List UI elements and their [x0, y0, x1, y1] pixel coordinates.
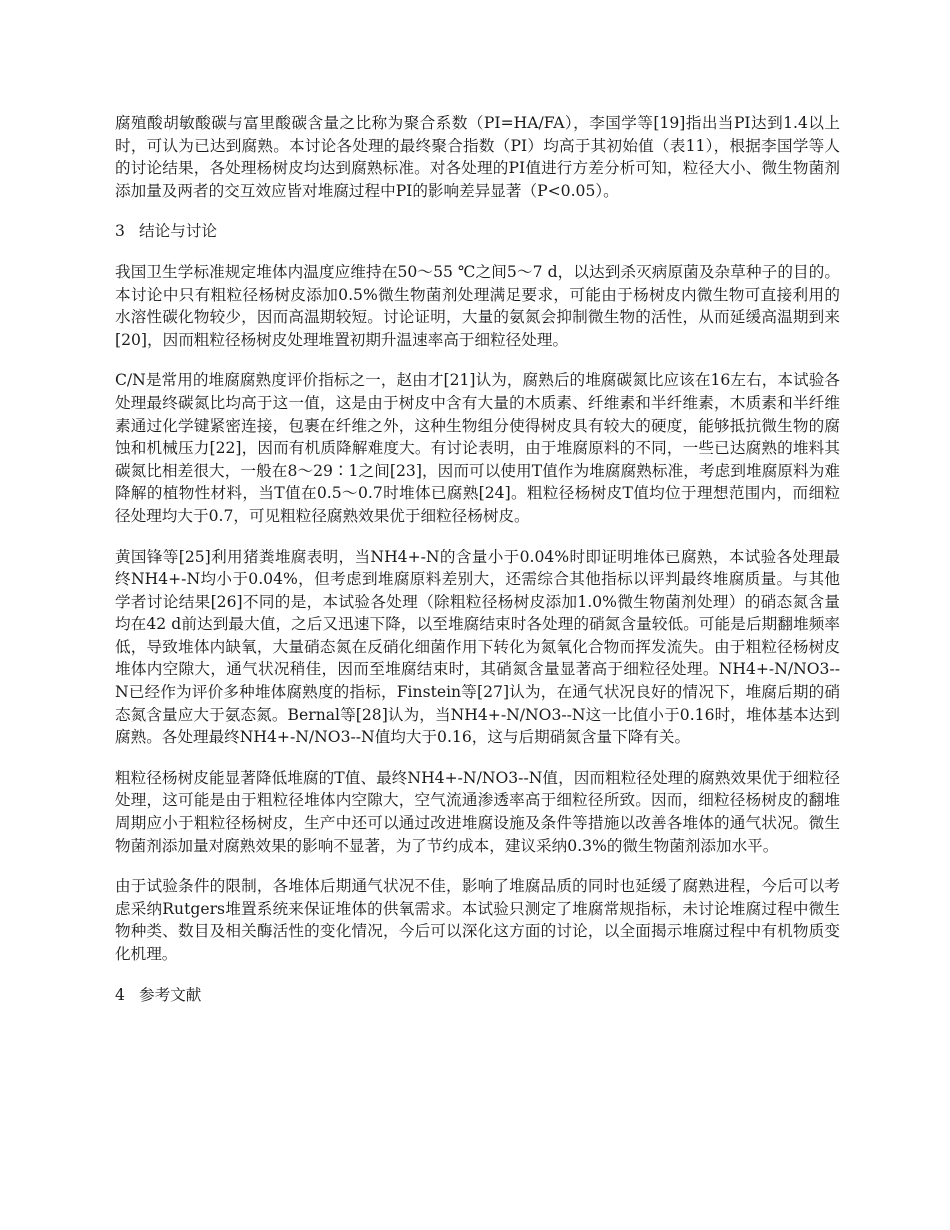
section-title: 结论与讨论: [139, 222, 217, 241]
section-heading-references: [115, 984, 840, 1007]
paragraph-cn-ratio: C/N是常用的堆腐腐熟度评价指标之一，赵由才[21]认为，腐熟后的堆腐碳氮比应该在16左右，本试验各处理最终碳氮比均高于这一值，这是由于树皮中含有大量的木质素、纤维素和半纤维素，木质素和半纤维素通过化学键紧密连接，包裹在纤维之外，这种生物组分使得树皮具有较大的硬度，能够抵抗微生物的腐蚀和机械压力[22]，因而有机质降解难度大。有讨论表明，由于堆腐原料的不同，一些已达腐熟的堆料其碳氮比相差很大，一般在8～29∶1之间[23]，因而可以使用T值作为堆腐腐熟标准，考虑到堆腐原料为难降解的植物性材料，当T值在0.5～0.7时堆体已腐熟[24]。粗粒径杨树皮T值均位于理想范围内，而细粒径处理均大于0.7，可见粗粒径腐熟效果优于细粒径杨树皮。: [115, 371, 840, 525]
paragraph-temperature: 我国卫生学标准规定堆体内温度应维持在50～55 ℃之间5～7 d，以达到杀灭病原菌及杂草种子的目的。本讨论中只有粗粒径杨树皮添加0.5%微生物菌剂处理满足要求，可能由于杨树皮内微生物可直接利用的水溶性碳化物较少，因而高温期较短。讨论证明，大量的氨氮会抑制微生物的活性，从而延缓高温期到来[20]，因而粗粒径杨树皮处理堆置初期升温速率高于细粒径处理。: [115, 262, 840, 349]
paragraph-limitations: 由于试验条件的限制，各堆体后期通气状况不佳，影响了堆腐品质的同时也延缓了腐熟进程，今后可以考虑采纳Rutgers堆置系统来保证堆体的供氧需求。本试验只测定了堆腐常规指标，未讨论堆腐过程中微生物种类、数目及相关酶活性的变化情况，今后可以深化这方面的讨论，以全面揭示堆腐过程中有机物质变化机理。: [115, 877, 840, 963]
paragraph-nitrogen: 黄国锋等[25]利用猪粪堆腐表明，当NH4+-N的含量小于0.04%时即证明堆体已腐熟，本试验各处理最终NH4+-N均小于0.04%，但考虑到堆腐原料差别大，还需综合其他指标以评判最终堆腐质量。与其他学者讨论结果[26]不同的是，本试验各处理（除粗粒径杨树皮添加1.0%微生物菌剂处理）的硝态氮含量均在42 d前达到最大值，之后又迅速下降，以至堆腐结束时各处理的硝氮含量较低。可能是后期翻堆频率低，导致堆体内缺氧，大量硝态氮在反硝化细菌作用下转化为氮氧化合物而挥发流失。由于粗粒径杨树皮堆体内空隙大，通气状况稍佳，因而至堆腐结束时，其硝氮含量显著高于细粒径处理。NH4+-N/NO3--N已经作为评价多种堆体腐熟度的指标，Finstein等[27]认为，在通气状况良好的情况下，堆腐后期的硝态氮含量应大于氨态氮。Bernal等[28]认为，当NH4+-N/NO3--N这一比值小于0.16时，堆体基本达到腐熟。各处理最终NH4+-N/NO3--N值均大于0.16，这与后期硝氮含量下降有关。: [115, 547, 840, 747]
document-page: [115, 112, 840, 1024]
section-heading-conclusion: [115, 220, 840, 243]
paragraph-pi-index: 腐殖酸胡敏酸碳与富里酸碳含量之比称为聚合系数（PI=HA/FA），李国学等[19]指出当PI达到1.4以上时，可认为已达到腐熟。本讨论各处理的最终聚合指数（PI）均高于其初始值（表11），根据李国学等人的讨论结果，各处理杨树皮均达到腐熟标准。对各处理的PI值进行方差分析可知，粒径大小、微生物菌剂添加量及两者的交互效应皆对堆腐过程中PI的影响差异显著（P<0.05）。: [115, 114, 840, 200]
section-number: 4: [115, 985, 125, 1004]
section-title: 参考文献: [139, 985, 202, 1004]
paragraph-particle-size: 粗粒径杨树皮能显著降低堆腐的T值、最终NH4+-N/NO3--N值，因而粗粒径处理的腐熟效果优于细粒径处理，这可能是由于粗粒径堆体内空隙大，空气流通渗透率高于细粒径所致。因而，细粒径杨树皮的翻堆周期应小于粗粒径杨树皮，生产中还可以通过改进堆腐设施及条件等措施以改善各堆体的通气状况。微生物菌剂添加量对腐熟效果的影响不显著，为了节约成本，建议采纳0.3%的微生物菌剂添加水平。: [115, 768, 840, 855]
section-number: 3: [115, 222, 125, 241]
